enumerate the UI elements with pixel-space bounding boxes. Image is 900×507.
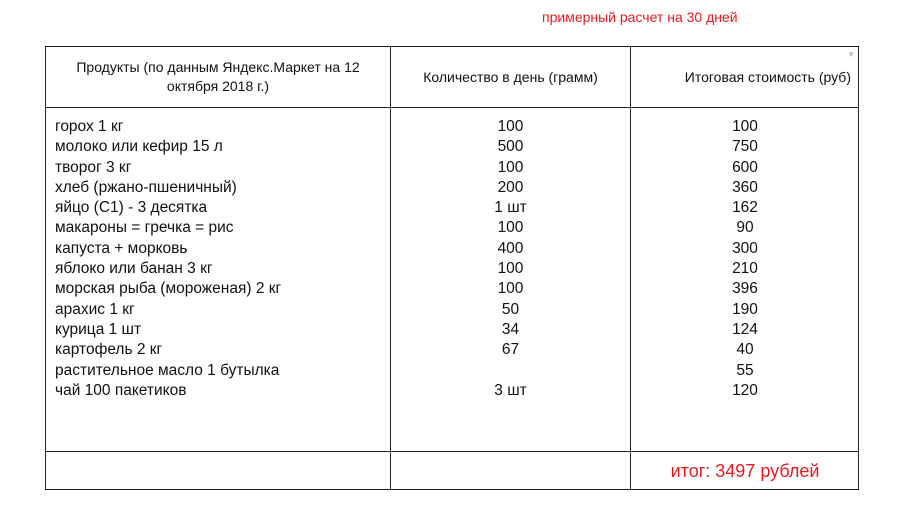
product-cell: картофель 2 кг — [55, 341, 163, 359]
quantity-cell: 100 — [497, 280, 524, 298]
cost-cell: 40 — [736, 341, 754, 359]
product-cell: арахис 1 кг — [55, 300, 135, 318]
quantity-cell: 67 — [501, 341, 520, 359]
sort-arrow-icon[interactable]: ▼ — [847, 50, 855, 59]
cost-cell: 210 — [732, 260, 758, 278]
quantity-cell: 100 — [497, 118, 524, 135]
product-cell: творог 3 кг — [55, 158, 132, 176]
total-cost: итог: 3497 рублей — [670, 460, 820, 481]
product-cell: молоко или кефир 15 л — [55, 138, 223, 156]
period-note: примерный расчет на 30 дней — [542, 9, 738, 25]
cost-cell: 90 — [736, 219, 754, 237]
cost-cell: 120 — [732, 381, 758, 399]
product-cell: чай 100 пакетиков — [55, 381, 187, 399]
price-table — [45, 46, 859, 490]
cost-cell: 190 — [732, 300, 758, 318]
product-cell: курица 1 шт — [55, 320, 142, 338]
header-products: Продукты (по данным Яндекс.Маркет на 12 октября 2018 г.) — [76, 59, 360, 94]
header-cost: Итоговая стоимость (руб) — [684, 68, 851, 85]
product-cell: яблоко или банан 3 кг — [55, 260, 213, 278]
product-cell: растительное масло 1 бутылка — [55, 361, 280, 379]
quantity-cell: 500 — [497, 138, 524, 156]
quantity-cell: 100 — [497, 260, 524, 278]
quantity-cell: 100 — [497, 219, 524, 237]
quantity-cell: 50 — [501, 300, 520, 318]
cost-cell: 396 — [732, 280, 758, 298]
product-cell: капуста + морковь — [55, 239, 188, 257]
header-divider — [46, 107, 858, 108]
product-cell: хлеб (ржано-пшеничный) — [55, 178, 237, 196]
quantity-cell: 100 — [497, 158, 524, 176]
quantity-cell: 400 — [497, 239, 524, 257]
header-quantity: Количество в день (грамм) — [423, 68, 598, 85]
cost-cell: 100 — [732, 118, 758, 135]
cost-cell: 750 — [732, 138, 758, 156]
cost-column — [631, 117, 859, 401]
cost-cell: 55 — [736, 361, 754, 379]
quantity-cell — [391, 361, 630, 381]
product-cell: яйцо (С1) - 3 десятка — [55, 199, 208, 217]
cost-cell: 300 — [732, 239, 758, 257]
cost-cell: 162 — [732, 199, 758, 217]
quantity-cell: 200 — [497, 178, 524, 196]
cost-cell: 124 — [732, 320, 758, 338]
product-cell: морская рыба (мороженая) 2 кг — [55, 280, 282, 298]
cost-cell: 600 — [732, 158, 758, 176]
product-cell: горох 1 кг — [55, 118, 124, 135]
quantity-cell: 3 шт — [494, 381, 527, 399]
quantity-cell: 34 — [501, 320, 520, 338]
quantity-cell: 1 шт — [494, 199, 527, 217]
product-cell: макароны = гречка = рис — [55, 219, 234, 237]
cost-cell: 360 — [732, 178, 758, 196]
quantity-column — [391, 117, 630, 401]
products-column — [55, 117, 281, 401]
